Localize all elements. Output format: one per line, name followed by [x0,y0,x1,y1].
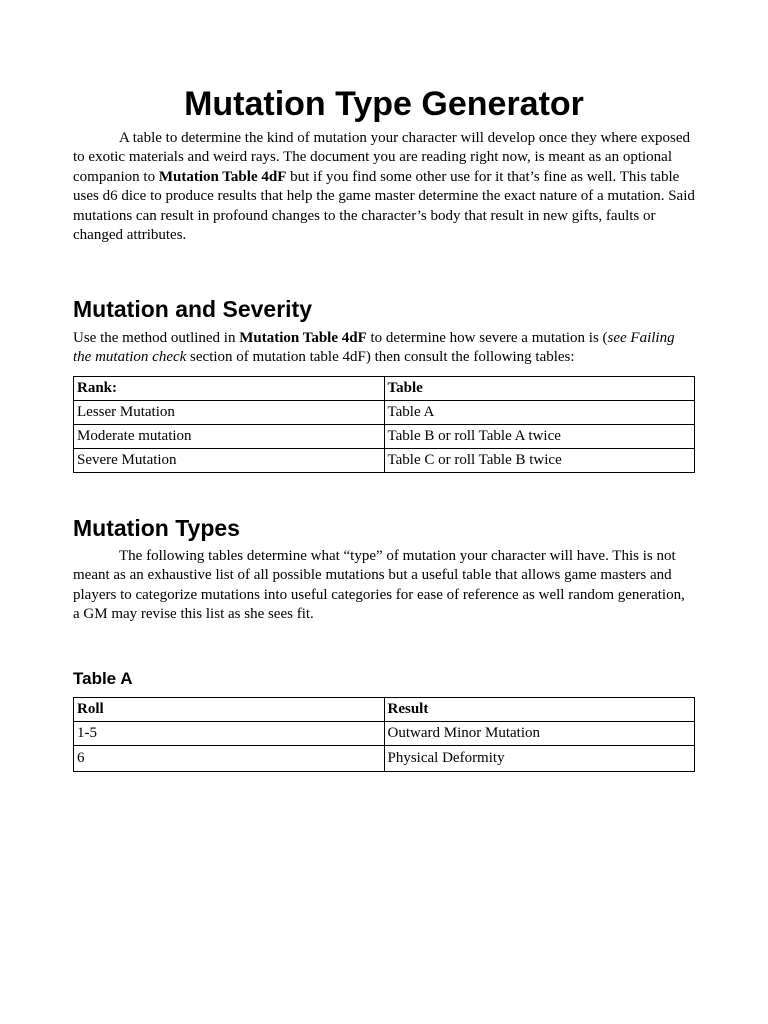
table-header-row [74,377,695,401]
severity-table [73,376,695,473]
table-header-row [74,698,695,722]
intro-paragraph [73,129,695,245]
table-cell: Severe Mutation [74,449,385,473]
table-cell: Physical Deformity [384,746,695,772]
severity-text-3: section of mutation table 4dF) then consult the following tables: [186,349,575,366]
table-header-cell: Result [384,698,695,722]
table-row [74,746,695,772]
table-cell: Lesser Mutation [74,401,385,425]
intro-text-2: but if you find some other use for it that’s fine as well. This table uses d6 dice to produce results that help the game master determine the exact nature of a mutation. Said mutations can result in profound changes to the character’s body that result in new gifts, faults or changed attributes. [73,168,695,244]
page-title: Mutation Type Generator [184,85,584,123]
table-cell: 1-5 [74,722,385,746]
types-heading: Mutation Types [73,515,240,541]
table-a [73,697,695,772]
table-header-cell: Table [384,377,695,401]
table-row [74,449,695,473]
table-cell: Moderate mutation [74,425,385,449]
table-header-cell: Rank: [74,377,385,401]
table-a-heading: Table A [73,669,133,688]
table-header-cell: Roll [74,698,385,722]
severity-bold-reference: Mutation Table 4dF [239,330,367,346]
table-row [74,425,695,449]
severity-heading: Mutation and Severity [73,296,312,322]
table-cell: 6 [74,746,385,772]
severity-paragraph [73,329,695,368]
table-row [74,401,695,425]
severity-italic-reference: see Failing the mutation check [73,330,675,366]
table-cell: Table B or roll Table A twice [384,425,695,449]
table-cell: Table A [384,401,695,425]
severity-text-2: to determine how severe a mutation is ( [366,330,608,346]
table-row [74,722,695,746]
intro-text: A table to determine the kind of mutation your character will develop once they where exposed to exotic materials and weird rays. The document you are reading right now, is meant as an optional companion to [73,130,691,185]
table-cell: Outward Minor Mutation [384,722,695,746]
table-cell: Table C or roll Table B twice [384,449,695,473]
severity-text-1: Use the method outlined in [73,330,240,346]
intro-bold-reference: Mutation Table 4dF [158,168,287,185]
types-paragraph: The following tables determine what “type” of mutation your character will have. This is not meant as an exhaustive list of all possible mutations but a useful table that allows game masters and players to categorize mutations into useful categories for ease of reference as well random generation, a GM may revise this list as she sees fit. [73,548,685,623]
